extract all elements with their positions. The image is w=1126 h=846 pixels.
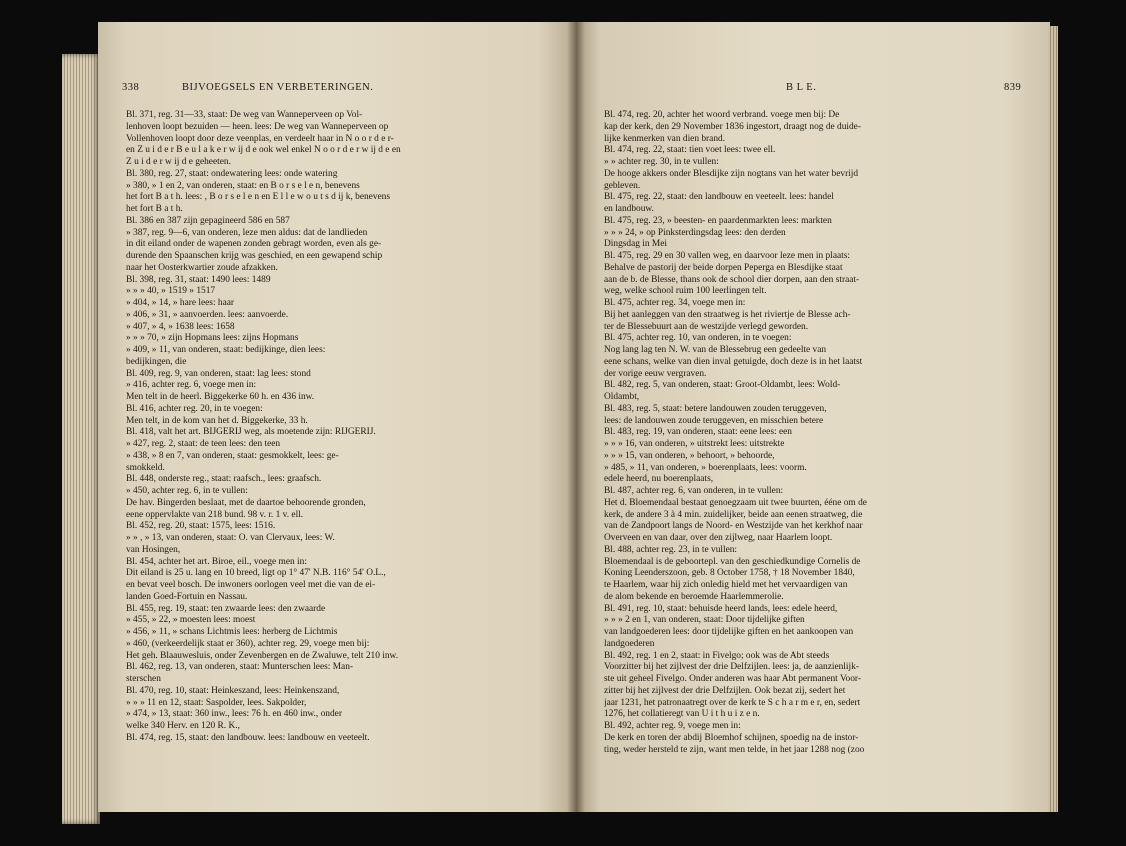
text-line: Bl. 491, reg. 10, staat: behuisde heerd lands, lees: edele heerd, xyxy=(604,603,838,614)
text-line: landgoederen xyxy=(604,638,655,649)
text-line: Bl. 454, achter het art. Biroe, eil., voege men in: xyxy=(126,556,307,567)
text-line: het fort B a t h. lees: , B o r s e l e n en E l l e w o u t s d ij k, benevens xyxy=(126,192,391,203)
text-line: » » » 2 en 1, van onderen, staat: Door tijdelijke giften xyxy=(604,615,805,626)
text-line: Bl. 470, reg. 10, staat: Heinkeszand, lees: Heinkenszand, xyxy=(126,685,340,696)
left-page xyxy=(98,22,576,812)
text-line: Behalve de pastorij der beide dorpen Peperga en Blesdijke staat xyxy=(604,262,843,273)
text-line: Bl. 452, reg. 20, staat: 1575, lees: 1516. xyxy=(126,521,276,532)
text-line: Bl. 475, achter reg. 34, voege men in: xyxy=(604,298,746,308)
text-line: Bl. 475, reg. 22, staat: den landbouw en veeteelt. lees: handel xyxy=(604,192,834,203)
text-line: Bl. 416, achter reg. 20, in te voegen: xyxy=(126,403,263,414)
text-line: Men telt in de heerl. Biggekerke 60 h. en 436 inw. xyxy=(126,392,315,402)
text-line: bedijkingen, die xyxy=(126,356,187,367)
right-running-title: B L E. xyxy=(786,82,817,93)
text-line: Bl. 483, reg. 5, staat: betere landouwen zouden teruggeven, xyxy=(604,403,827,414)
text-line: » » , » 13, van onderen, staat: O. van Clervaux, lees: W. xyxy=(126,533,335,543)
text-line: » 416, achter reg. 6, voege men in: xyxy=(126,380,257,391)
text-line: Koning Leenderszoon, geb. 8 October 1758, † 18 November 1840, xyxy=(604,568,855,579)
text-line: Bl. 474, reg. 22, staat: tien voet lees: twee ell. xyxy=(604,145,776,156)
text-line: » 380, » 1 en 2, van onderen, staat: en B o r s e l e n, benevens xyxy=(126,180,360,191)
text-line: » 406, » 31, » aanvoerden. lees: aanvoerde. xyxy=(126,309,289,320)
text-line: eene oppervlakte van 218 bund. 98 v. r. 1 v. ell. xyxy=(126,509,304,520)
text-line: Bl. 488, achter reg. 23, in te vullen: xyxy=(604,544,738,555)
right-page xyxy=(576,22,1050,812)
book-gutter xyxy=(567,22,585,812)
text-line: » 409, » 11, van onderen, staat: bedijkinge, dien lees: xyxy=(126,345,326,355)
text-line: Bl. 475, reg. 29 en 30 vallen weg, en daarvoor leze men in plaats: xyxy=(604,251,851,261)
text-line: Bl. 492, reg. 1 en 2, staat: in Fivelgo; ook was de Abt steeds xyxy=(604,650,830,661)
text-line: kerk, de andere 3 à 4 min. zuidelijker, beide aan eenen straatweg, die xyxy=(604,509,863,520)
text-line: 1276, het collatieregt van U i t h u i z e n. xyxy=(604,709,760,720)
text-line: » » » 15, van onderen, » behoort, » behoorde, xyxy=(604,450,775,461)
text-line: Bl. 380, reg. 27, staat: ondewatering lees: onde watering xyxy=(126,168,338,179)
text-line: weg, welke school ruim 100 leerlingen telt. xyxy=(604,286,767,297)
text-line: Voorzitter bij het zijlvest der drie Delfzijlen. lees: ja, de aanzienlijk- xyxy=(604,662,859,673)
text-line: Bl. 448, onderste reg., staat: raafsch., lees: graafsch. xyxy=(126,474,322,485)
text-line: lijke kenmerken van dien brand. xyxy=(604,133,726,144)
text-line: Bl. 482, reg. 5, van onderen, staat: Groot-Oldambt, lees: Wold- xyxy=(604,380,841,391)
text-line: eene schans, welke van dien inval getuigde, doch deze is in het laatst xyxy=(604,356,863,367)
text-line: sterschen xyxy=(126,674,161,684)
text-line: » 456, » 11, » schans Lichtmis lees: herberg de Lichtmis xyxy=(126,627,338,637)
text-line: welke 340 Herv. en 120 R. K., xyxy=(126,721,240,731)
text-line: » 407, » 4, » 1638 lees: 1658 xyxy=(126,321,235,332)
text-line: » 427, reg. 2, staat: de teen lees: den teen xyxy=(126,439,281,449)
text-line: Bl. 483, reg. 19, van onderen, staat: eene lees: een xyxy=(604,427,792,438)
text-line: lenhoven loopt bezuiden — heen. lees: De weg van Wanneperveen op xyxy=(126,121,389,132)
page-edges-left xyxy=(62,54,100,824)
text-line: Bl. 386 en 387 zijn gepagineerd 586 en 587 xyxy=(126,215,290,226)
text-line: » 485, » 11, van onderen, » boerenplaats, lees: voorm. xyxy=(604,462,807,473)
text-line: het fort B a t h. xyxy=(126,204,183,214)
text-line: edele heerd, nu boerenplaats, xyxy=(604,474,714,485)
text-line: Vollenhoven loopt door deze veenplas, en verdeelt haar in N o o r d e r- xyxy=(126,133,394,144)
text-line: jaar 1231, het patronaatregt over de kerk te S c h a r m e r, en, sedert xyxy=(604,697,861,708)
text-line: Dit eiland is 25 u. lang en 10 breed, ligt op 1° 47' N.B. 116° 54' O.L., xyxy=(126,568,386,579)
text-line: Men telt, in de kom van het d. Biggekerke, 33 h. xyxy=(126,415,308,426)
text-line: van de Zandpoort langs de Noord- en Westzijde van het kerkhof naar xyxy=(604,521,863,532)
text-line: Bl. 371, reg. 31—33, staat: De weg van Wanneperveen op Vol- xyxy=(126,110,363,120)
text-line: » 404, » 14, » hare lees: haar xyxy=(126,298,235,308)
right-page-number: 839 xyxy=(1004,82,1022,93)
text-line: kap der kerk, den 29 November 1836 ingestort, draagt nog de duide- xyxy=(604,121,861,132)
text-line: zitter bij het zijlvest der drie Delfzijlen. Ook bezat zij, sedert het xyxy=(604,685,846,696)
text-line: » 455, » 22, » moesten lees: moest xyxy=(126,615,256,626)
text-line: Bloemendaal is de geboortepl. van den geschiedkundige Cornelis de xyxy=(604,556,861,567)
text-line: » 387, reg. 9—6, van onderen, leze men aldus: dat de landlieden xyxy=(126,227,368,238)
text-line: smokkeld. xyxy=(126,462,165,473)
text-line: Bl. 462, reg. 13, van onderen, staat: Munterschen lees: Man- xyxy=(126,662,354,673)
text-line: Z u i d e r w ij d e geheeten. xyxy=(126,157,231,167)
text-line: Bl. 398, reg. 31, staat: 1490 lees: 1489 xyxy=(126,274,271,285)
text-line: de alom bekende en beroemde Haarlemmerolie. xyxy=(604,591,784,602)
text-line: » » » 70, » zijn Hopmans lees: zijns Hopmans xyxy=(126,333,299,344)
page-edges-right xyxy=(1048,26,1058,812)
text-line: De hooge akkers onder Blesdijke zijn nogtans van het water bevrijd xyxy=(604,168,859,179)
text-line: gebleven. xyxy=(604,180,641,191)
text-line: De kerk en toren der abdij Bloemhof schijnen, spoedig na de instor- xyxy=(604,732,859,743)
text-line: Nog lang lag ten N. W. van de Blessebrug een gedeelte van xyxy=(604,345,827,355)
text-line: durende den Spaanschen krijg was geschied, en een gewapend schip xyxy=(126,251,383,261)
text-line: Het geh. Blaauwesluis, onder Zevenbergen en de Zwaluwe, telt 210 inw. xyxy=(126,650,399,661)
text-line: van landgoederen lees: door tijdelijke giften en het aankoopen van xyxy=(604,627,854,637)
text-line: Oldambt, xyxy=(604,392,640,402)
text-line: » 438, » 8 en 7, van onderen, staat: gesmokkelt, lees: ge- xyxy=(126,450,339,461)
text-line: aan de b. de Blesse, thans ook de school dier dorpen, aan den straat- xyxy=(604,274,860,285)
text-line: lees: de landouwen zoude teruggeven, en misschien betere xyxy=(604,415,824,426)
text-line: » » achter reg. 30, in te vullen: xyxy=(604,157,719,167)
text-line: der vorige eeuw vergraven. xyxy=(604,368,707,379)
text-line: naar het Oosterkwartier zoude afzakken. xyxy=(126,262,278,273)
text-line: landen Goed-Fortuin en Nassau. xyxy=(126,591,248,602)
text-line: ting, weder hersteld te zijn, want men telde, in het jaar 1288 nog (zoo xyxy=(604,744,865,755)
text-line: en landbouw. xyxy=(604,204,654,214)
text-line: in dit eiland onder de wapenen zonden gebragt worden, even als ge- xyxy=(126,239,382,250)
text-line: » 460, (verkeerdelijk staat er 360), achter reg. 29, voege men bij: xyxy=(126,638,370,649)
text-line: Overveen en van daar, over den zijlweg, naar Haarlem loopt. xyxy=(604,533,833,543)
text-line: te Haarlem, waar hij zich onledig hield met het vervaardigen van xyxy=(604,580,848,590)
text-line: Bij het aanleggen van den straatweg is het riviertje de Blesse ach- xyxy=(604,309,851,320)
text-line: Bl. 418, valt het art. BIJGERIJ weg, als moetende zijn: RIJGERIJ. xyxy=(126,427,376,438)
text-line: Bl. 492, achter reg. 9, voege men in: xyxy=(604,721,741,731)
text-line: Dingsdag in Mei xyxy=(604,239,668,250)
text-line: van Hosingen, xyxy=(126,544,181,555)
text-line: De hav. Bingerden beslaat, met de daartoe behoorende gronden, xyxy=(126,497,366,508)
text-line: Het d. Bloemendaal bestaat genoegzaam uit twee buurten, ééne om de xyxy=(604,497,867,508)
text-line: » 474, » 13, staat: 360 inw., lees: 76 h. en 460 inw., onder xyxy=(126,709,342,720)
text-line: » » » 24, » op Pinksterdingsdag lees: den derden xyxy=(604,227,786,238)
text-line: » 450, achter reg. 6, in te vullen: xyxy=(126,486,248,496)
text-line: Bl. 487, achter reg. 6, van onderen, in te vullen: xyxy=(604,486,784,496)
text-line: Bl. 455, reg. 19, staat: ten zwaarde lees: den zwaarde xyxy=(126,603,326,614)
text-line: » » » 16, van onderen, » uitstrekt lees: uitstrekte xyxy=(604,439,785,449)
text-line: Bl. 474, reg. 15, staat: den landbouw. lees: landbouw en veeteelt. xyxy=(126,732,370,743)
text-line: Bl. 409, reg. 9, van onderen, staat: lag lees: stond xyxy=(126,368,311,379)
right-page-text xyxy=(604,110,1036,756)
left-running-title: BIJVOEGSELS EN VERBETERINGEN. xyxy=(182,82,374,93)
text-line: en Z u i d e r B e u l a k e r w ij d e ook wel enkel N o o r d e r w ij d e en xyxy=(126,145,401,156)
left-page-text xyxy=(126,110,570,745)
left-page-number: 338 xyxy=(122,82,140,93)
open-book xyxy=(62,14,1062,822)
text-line: Bl. 475, reg. 23, » beesten- en paardenmarkten lees: markten xyxy=(604,215,832,226)
text-line: en bevat veel bosch. De inwoners oorlogen veel met die van de ei- xyxy=(126,580,376,590)
text-line: ste uit geheel Fivelgo. Onder anderen was haar Abt permanent Voor- xyxy=(604,674,861,684)
text-line: ter de Blessebuurt aan de westzijde verlegd geworden. xyxy=(604,321,809,332)
text-line: » » » 40, » 1519 » 1517 xyxy=(126,286,216,297)
text-line: » » » 11 en 12, staat: Saspolder, lees. Sakpolder, xyxy=(126,697,307,708)
text-line: Bl. 475, achter reg. 10, van onderen, in te voegen: xyxy=(604,333,792,344)
text-line: Bl. 474, reg. 20, achter het woord verbrand. voege men bij: De xyxy=(604,110,840,120)
